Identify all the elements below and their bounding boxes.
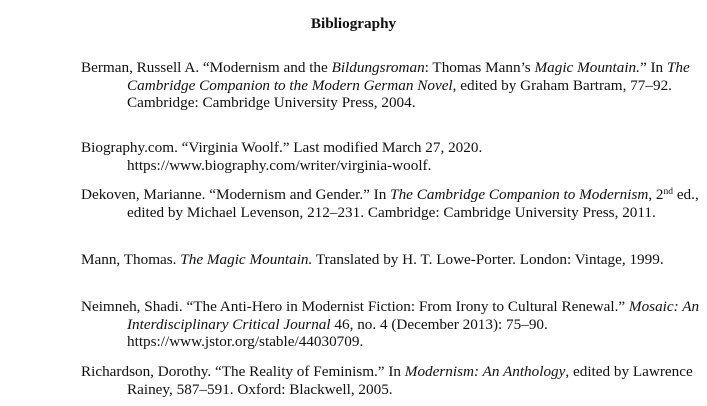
bibliography-entry-richardson [81, 363, 707, 398]
bibliography-entry-dekoven [81, 186, 707, 221]
entry-text: Neimneh, Shadi. “The Anti-Hero in Modernist Fiction: From Irony to Cultural Renewal.” [81, 298, 629, 315]
page-title: Bibliography [310, 15, 397, 32]
entry-italic-text: The Cambridge Companion to Modernism [390, 186, 649, 203]
entry-text: , 2 [648, 186, 664, 203]
bibliography-entry-mann [81, 251, 707, 269]
entry-text: Translated by H. T. Lowe-Porter. London: Vintage, 1999. [312, 251, 664, 268]
ordinal-superscript: nd [663, 187, 674, 197]
bibliography-entry-biography [81, 139, 707, 174]
entry-text: Richardson, Dorothy. “The Reality of Feminism.” In [81, 363, 405, 380]
entry-text: , edited by Lawrence Rainey, 587–591. Oxford: Blackwell, 2005. [127, 363, 693, 398]
entry-italic-text: Modernism: An Anthology [404, 363, 566, 380]
entry-italic-text: Bildungsroman [331, 59, 425, 76]
entry-text: Berman, Russell A. “Modernism and the [81, 59, 332, 76]
entry-italic-text: Magic Mountain. [534, 59, 640, 76]
entry-italic-text: The Cambridge Companion to the Modern German Novel [127, 59, 690, 94]
entry-text: Biography.com. “Virginia Woolf.” Last modified March 27, 2020. https://www.biography.com/writer/virginia-woolf. [81, 139, 483, 174]
entry-text: : Thomas Mann’s [424, 59, 535, 76]
bibliography-entry-berman [81, 59, 707, 112]
entry-text: , edited by Graham Bartram, 77–92. Cambridge: Cambridge University Press, 2004. [127, 76, 672, 112]
entry-text: ” In [639, 59, 667, 76]
entry-text: Mann, Thomas. [81, 251, 181, 268]
entry-text: Dekoven, Marianne. “Modernism and Gender.” In [81, 186, 391, 203]
entry-italic-text: Mosaic: An Interdisciplinary Critical Journal [127, 298, 700, 333]
entry-text: ed., edited by Michael Levenson, 212–231. Cambridge: Cambridge University Press, 2011. [127, 186, 699, 221]
entry-italic-text: The Magic Mountain. [180, 251, 313, 268]
entry-text: 46, no. 4 (December 2013): 75–90. https://www.jstor.org/stable/44030709. [127, 315, 548, 351]
bibliography-entry-neimneh [81, 298, 707, 351]
